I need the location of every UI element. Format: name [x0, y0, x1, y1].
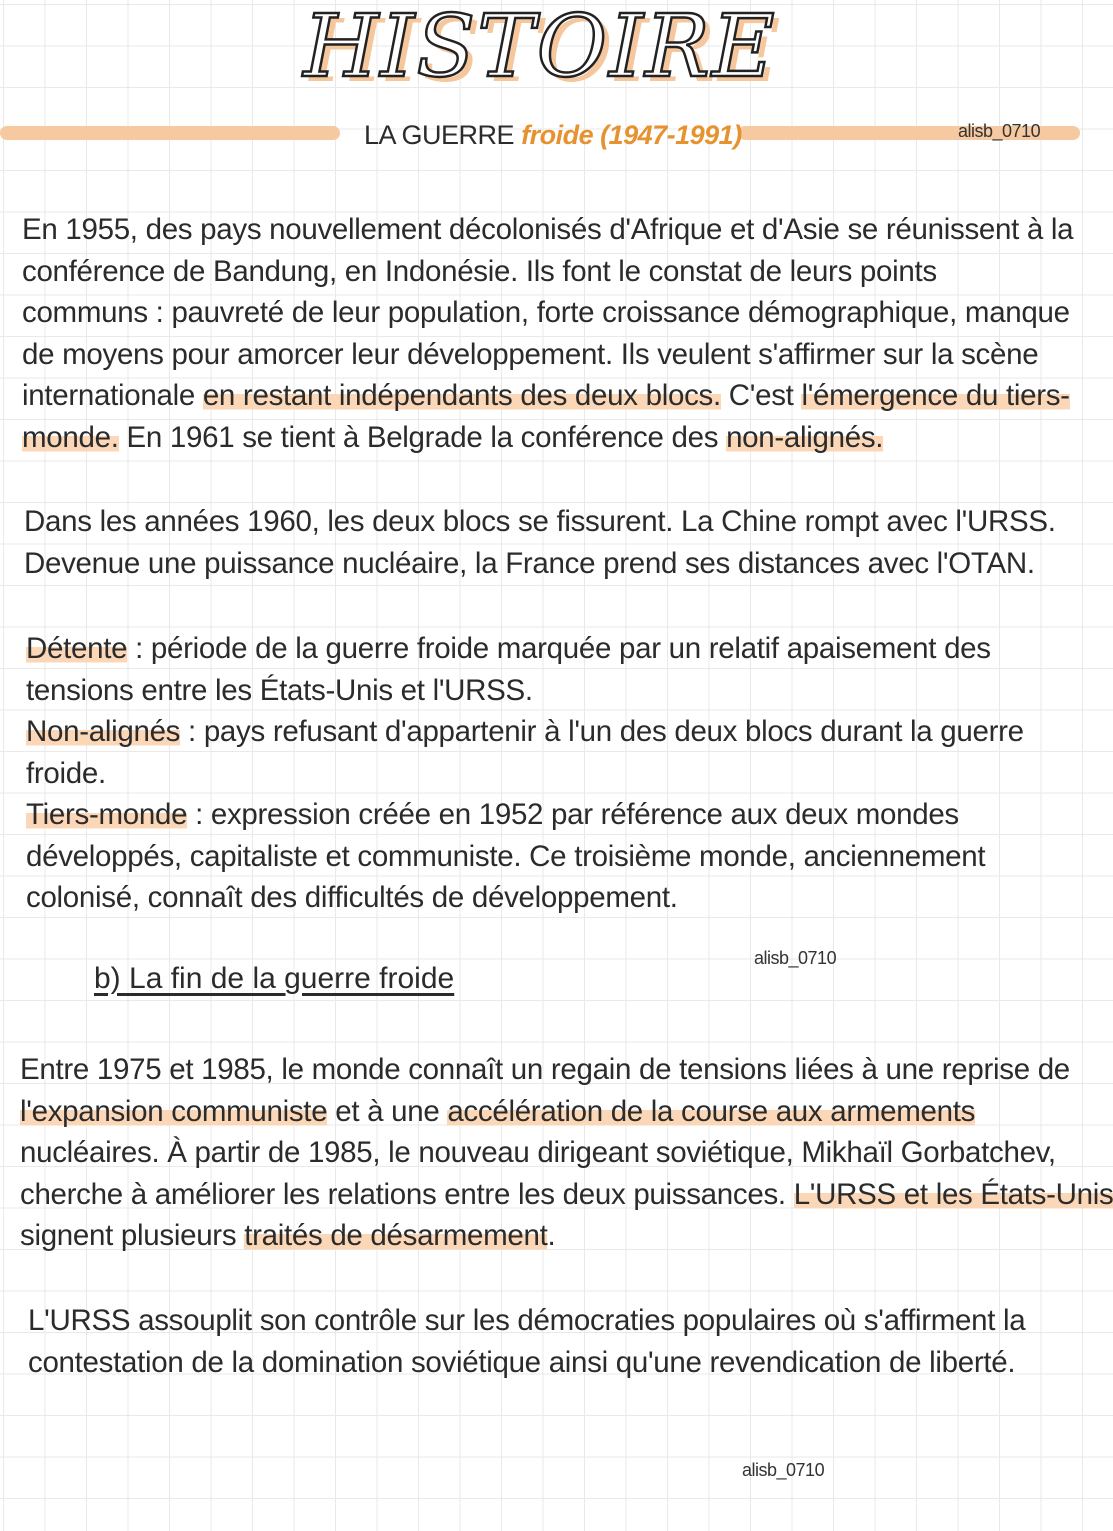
text-line [22, 417, 1073, 459]
title-band-left [0, 126, 340, 140]
text-span: cherche à améliorer les relations entre les deux puissances. [20, 1177, 794, 1211]
definition-non-alignes [26, 711, 1024, 753]
text-line: de moyens pour amorcer leur développement. Ils veulent s'affirmer sur la scène [22, 337, 1039, 371]
text-line: L'URSS assouplit son contrôle sur les démocraties populaires où s'affirment la [28, 1304, 1026, 1337]
text-line: conférence de Bandung, en Indonésie. Ils font le constat de leurs points [22, 254, 937, 288]
highlight-span: monde. [22, 420, 119, 454]
definition-detente [26, 628, 1024, 670]
definition-tiers-monde [26, 794, 1024, 836]
text-line: froide. [26, 756, 106, 790]
term-detente: Détente [26, 632, 128, 665]
highlight-span: en restant indépendants des deux blocs. [202, 379, 721, 412]
text-line: Devenue une puissance nucléaire, la France prend ses distances avec l'OTAN. [24, 546, 1035, 580]
text-line: contestation de la domination soviétique ainsi qu'une revendication de liberté. [28, 1345, 1016, 1379]
text-span: C'est [720, 379, 802, 412]
subtitle [364, 120, 742, 151]
highlight-span: l'expansion communiste [20, 1094, 328, 1128]
text-line [22, 375, 1073, 417]
paragraph-blocs [24, 501, 1056, 584]
text-line: Dans les années 1960, les deux blocs se fissurent. La Chine rompt avec l'URSS. [24, 505, 1056, 538]
text-line [20, 1215, 1113, 1257]
text-line: Entre 1975 et 1985, le monde connaît un regain de tensions liées à une reprise de [20, 1053, 1070, 1086]
highlight-span: non-alignés. [726, 420, 884, 454]
term-non-alignes: Non-alignés [26, 715, 181, 748]
paragraph-urss [28, 1300, 1025, 1383]
definitions [26, 628, 1024, 919]
mid-watermark: alisb_0710 [754, 948, 837, 968]
text-line: tensions entre les États-Unis et l'URSS. [26, 673, 533, 707]
header-watermark: alisb_0710 [958, 121, 1041, 141]
text-span: En 1961 se tient à Belgrade la conférence des [118, 420, 727, 454]
text-line: communs : pauvreté de leur population, forte croissance démographique, manque [22, 296, 1070, 329]
term-tiers-monde: Tiers-monde [26, 798, 188, 831]
page-title: HISTOIRE [303, 0, 777, 97]
footer-watermark: alisb_0710 [742, 1460, 825, 1480]
text-span: signent plusieurs [20, 1219, 245, 1252]
highlight-span: traités de désarmement [244, 1219, 548, 1252]
highlight-span: L'URSS et les États-Unis [793, 1177, 1113, 1211]
text-span: : période de la guerre froide marquée par un relatif apaisement des [127, 632, 991, 665]
text-span: et à une [327, 1094, 448, 1128]
text-line: En 1955, des pays nouvellement décolonisés d'Afrique et d'Asie se réunissent à la [22, 213, 1074, 246]
text-span: . [547, 1219, 556, 1252]
text-line: nucléaires. À partir de 1985, le nouveau dirigeant soviétique, Mikhaïl Gorbatchev, [20, 1136, 1056, 1169]
text-span: : pays refusant d'appartenir à l'un des deux blocs durant la guerre [180, 715, 1024, 748]
text-line [20, 1174, 1113, 1216]
highlight-span: l'émergence du tiers- [801, 379, 1070, 412]
subtitle-highlight: froide (1947-1991) [521, 120, 742, 150]
text-span: internationale [22, 379, 203, 412]
highlight-span: accélération de la course aux armements [447, 1094, 976, 1128]
subtitle-prefix: LA GUERRE [364, 120, 515, 150]
section-heading: b) La fin de la guerre froide [94, 962, 455, 995]
text-line [20, 1091, 1113, 1133]
text-line: développés, capitaliste et communiste. Ce troisième monde, anciennement [26, 839, 986, 873]
paragraph-bandung [22, 209, 1073, 458]
paragraph-end-cold-war [20, 1049, 1113, 1257]
text-span: : expression créée en 1952 par référence aux deux mondes [187, 798, 959, 831]
text-line: colonisé, connaît des difficultés de développement. [26, 881, 678, 914]
